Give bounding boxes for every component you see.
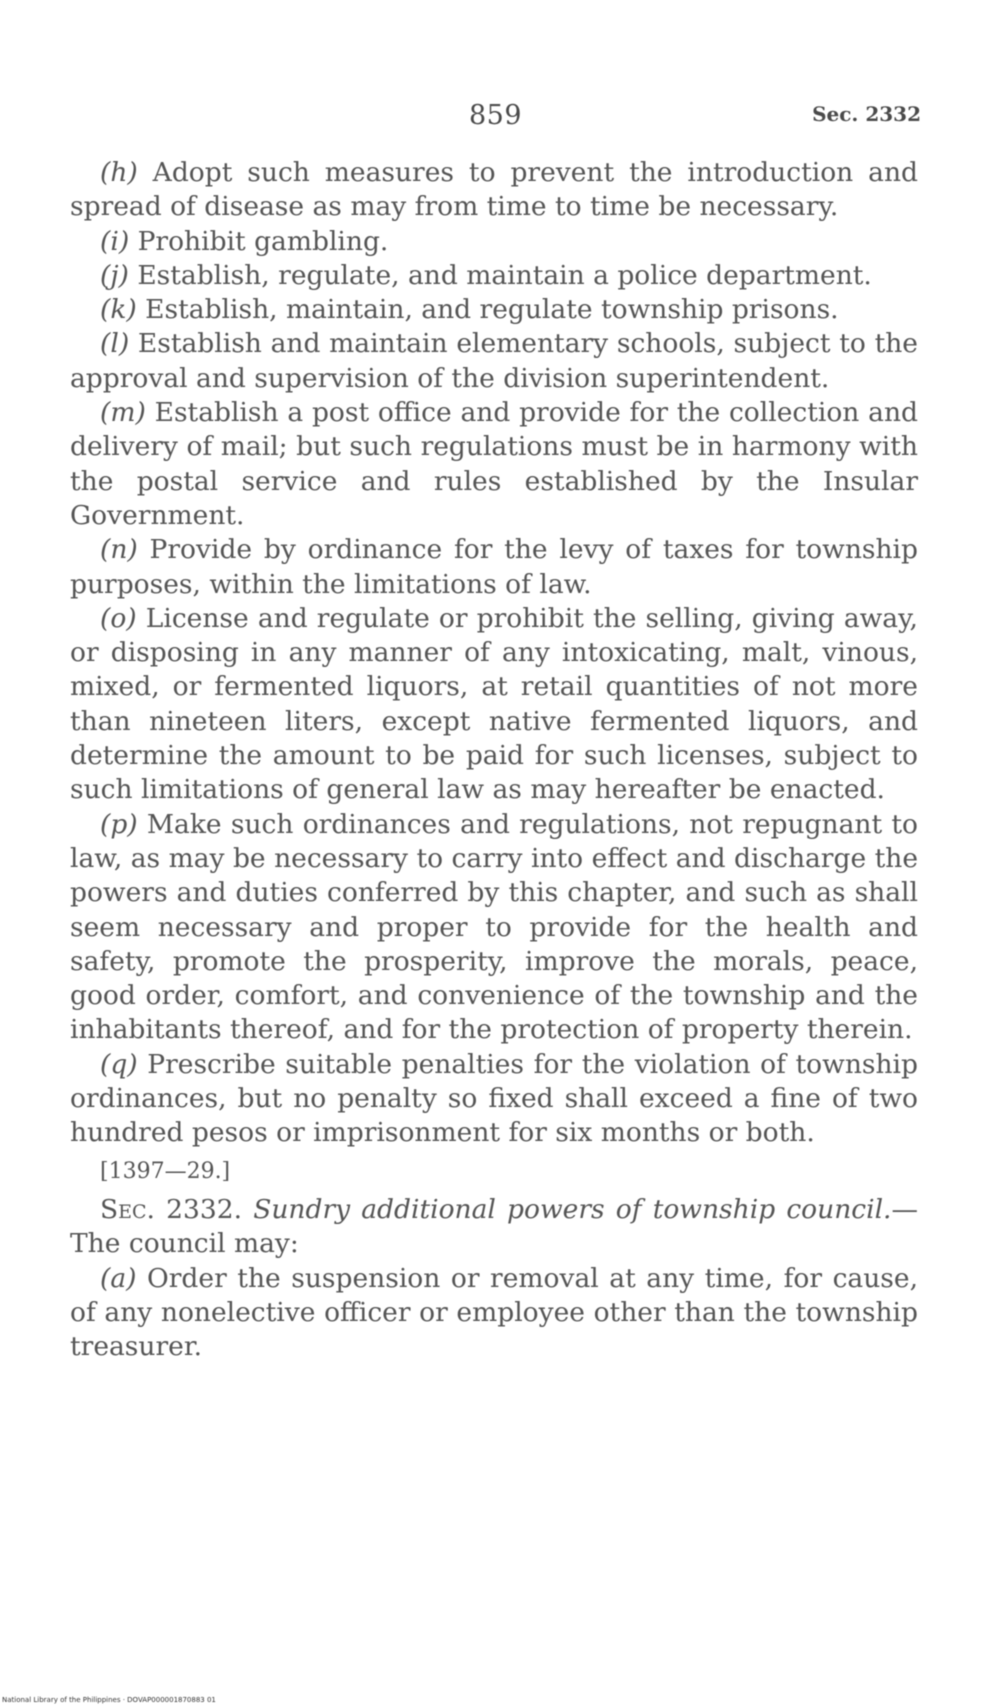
section-title: Sundry additional powers of township council. (253, 1193, 892, 1225)
paragraph-text: Make such ordinances and regulations, not repugnant to law, as may be necessary to carry into effect and discharge the powers and duties conferred by this chapter, and such as shall seem necessary and proper to provide for the health and safety, promote the prosperity, improve the morals, peace, good order, comfort, and convenience of the township and the inhabitants thereof, and for the protection of property therein. (70, 808, 918, 1046)
paragraph-o (70, 602, 918, 808)
paragraph-text: Establish, maintain, and regulate township prisons. (136, 294, 839, 326)
paragraph-q (70, 1048, 918, 1151)
item-label: (i) (100, 225, 130, 257)
paragraph-j (70, 259, 918, 293)
paragraph-text: Prohibit gambling. (129, 225, 389, 257)
paragraph-k (70, 293, 918, 327)
item-label: (n) (100, 534, 138, 566)
item-label: (m) (100, 397, 146, 429)
scan-footer: National Library of the Philippines · DOVAP000001870883 01 (2, 1696, 216, 1704)
body-text (70, 156, 918, 1364)
paragraph-a (70, 1262, 918, 1365)
item-label: (l) (100, 328, 130, 360)
paragraph-l (70, 327, 918, 396)
paragraph-text: License and regulate or prohibit the selling, giving away, or disposing in any manner of any intoxicating, malt, vinous, mixed, or fermented liquors, at retail quantities of not more than nineteen liters, except native fermented liquors, and determine the amount to be paid for such licenses, subject to such limitations of general law as may hereafter be enacted. (70, 602, 918, 806)
section-prefix: Sec. (100, 1193, 155, 1225)
paragraph-text: Order the suspension or removal at any time, for cause, of any nonelective officer or employee other than the township treasurer. (70, 1262, 918, 1363)
paragraph-text: Establish a post office and provide for the collection and delivery of mail; but such regulations must be in harmony with the postal service and rules established by the Insular Government. (70, 397, 918, 531)
item-label: (a) (100, 1262, 137, 1294)
section-heading (70, 1193, 918, 1262)
paragraph-text: Provide by ordinance for the levy of taxes for township purposes, within the limitations of law. (70, 534, 918, 600)
paragraph-m (70, 396, 918, 533)
item-label: (h) (100, 157, 138, 188)
citation: [1397—29.] (100, 1158, 231, 1184)
item-label: (q) (100, 1048, 138, 1080)
item-label: (j) (100, 259, 129, 291)
paragraph-p (70, 808, 918, 1048)
item-label: (k) (100, 294, 137, 326)
running-section-header: Sec. 2332 (812, 102, 921, 126)
paragraph-i (70, 225, 918, 259)
item-label: (o) (100, 602, 137, 634)
paragraph-n (70, 533, 918, 602)
paragraph-text: Adopt such measures to prevent the introduction and spread of disease as may from time to time be necessary. (70, 157, 918, 223)
paragraph-text: Establish and maintain elementary schools, subject to the approval and supervision of the division superintendent. (70, 328, 918, 394)
section-intro: —The council may: (70, 1193, 918, 1260)
item-label: (p) (100, 808, 138, 840)
paragraph-text: Establish, regulate, and maintain a police department. (128, 259, 872, 291)
page-number: 859 (468, 100, 523, 131)
section-number: 2332. (155, 1193, 254, 1225)
paragraph-text: Prescribe suitable penalties for the violation of township ordinances, but no penalty so fixed shall exceed a fine of two hundred pesos or imprisonment for six months or both. (70, 1048, 918, 1149)
paragraph-h (70, 156, 918, 225)
